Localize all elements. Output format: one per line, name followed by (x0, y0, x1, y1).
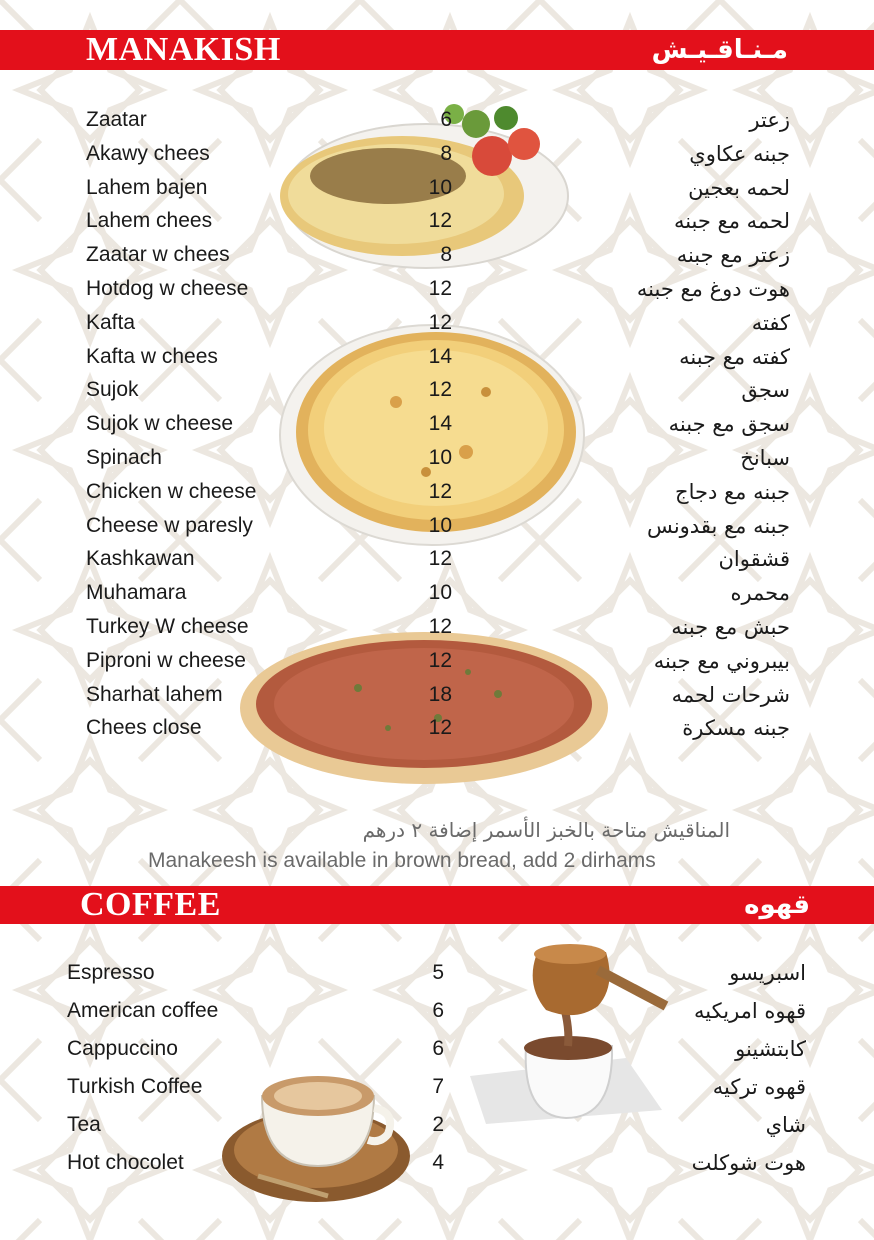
coffee-item-name-en: Tea (67, 1113, 101, 1136)
manakish-menu-item (0, 409, 874, 439)
manakish-item-name-ar: لحمه بعجين (688, 175, 790, 200)
manakish-item-price: 8 (440, 141, 452, 165)
manakish-item-name-en: Kashkawan (86, 547, 195, 571)
manakish-item-name-ar: حبش مع جبنه (671, 615, 790, 639)
manakish-item-name-en: Kafta (86, 310, 136, 334)
manakish-item-name-ar: زعتر (749, 108, 790, 132)
manakish-item-price: 14 (428, 344, 452, 368)
manakish-menu-item (0, 139, 874, 169)
coffee-item-name-ar: هوت شوكلت (691, 1151, 806, 1175)
coffee-item-name-en: Cappuccino (67, 1037, 178, 1060)
manakish-item-price: 12 (428, 615, 452, 638)
manakish-item-price: 18 (428, 682, 452, 706)
manakish-item-name-ar: جبنه مع دجاج (675, 479, 790, 504)
coffee-item-name-ar: شاي (765, 1113, 806, 1137)
coffee-item-name-en: American coffee (67, 999, 219, 1022)
manakish-item-name-en: Sujok (86, 378, 139, 402)
manakish-menu-item (0, 173, 874, 203)
coffee-item-name-en: Espresso (67, 961, 155, 984)
manakish-item-name-en: Hotdog w cheese (86, 277, 249, 300)
brown-bread-note-en: Manakeesh is available in brown bread, add 2 dirhams (148, 849, 656, 872)
manakish-menu-item (0, 375, 874, 405)
manakish-item-name-ar: سجق (741, 378, 790, 403)
manakish-banner (0, 30, 874, 70)
manakish-menu-item (0, 477, 874, 507)
manakish-item-name-en: Chicken w cheese (86, 479, 257, 503)
coffee-item-price: 4 (432, 1151, 444, 1174)
manakish-item-name-en: Sharhat lahem (86, 682, 223, 706)
manakish-item-name-en: Akawy chees (86, 141, 210, 165)
manakish-item-name-en: Chees close (86, 716, 202, 740)
coffee-item-name-ar: كابتشينو (735, 1037, 806, 1061)
manakish-item-name-ar: شرحات لحمه (671, 682, 790, 707)
manakish-item-price: 12 (428, 479, 452, 503)
coffee-menu-item (0, 1072, 874, 1102)
manakish-item-price: 12 (428, 277, 452, 300)
manakish-menu-item (0, 206, 874, 236)
manakish-item-name-en: Kafta w chees (86, 344, 218, 368)
coffee-menu-item (0, 1034, 874, 1064)
manakish-item-price: 12 (428, 648, 452, 672)
manakish-item-name-ar: بيبروني مع جبنه (653, 648, 790, 673)
manakish-item-price: 10 (428, 513, 452, 537)
manakish-item-name-ar: جبنه عكاوي (689, 141, 790, 166)
manakish-item-price: 12 (428, 716, 452, 740)
coffee-item-name-ar: قهوه تركيه (712, 1075, 806, 1099)
manakish-menu-item (0, 612, 874, 642)
coffee-item-price: 7 (432, 1075, 444, 1098)
manakish-item-name-en: Spinach (86, 446, 162, 469)
manakish-item-price: 10 (428, 175, 452, 199)
manakish-item-name-en: Lahem chees (86, 209, 213, 233)
coffee-menu-item (0, 996, 874, 1026)
coffee-banner (0, 886, 874, 924)
manakish-menu-item (0, 578, 874, 608)
manakish-menu-item (0, 443, 874, 473)
coffee-item-price: 6 (432, 999, 444, 1022)
manakish-item-name-ar: سجق مع جبنه (668, 412, 790, 437)
coffee-title-ar: قهوه (744, 890, 810, 920)
manakish-menu-item (0, 240, 874, 270)
manakish-item-name-en: Lahem bajen (86, 175, 208, 199)
manakish-menu-item (0, 308, 874, 338)
coffee-item-name-en: Hot chocolet (67, 1151, 184, 1174)
manakish-title-en: MANAKISH (86, 31, 281, 68)
manakish-item-name-ar: لحمه مع جبنه (673, 209, 790, 234)
coffee-menu-item (0, 958, 874, 988)
coffee-title-en: COFFEE (80, 886, 221, 923)
manakish-item-name-ar: كفته مع جبنه (679, 344, 790, 369)
manakish-menu-item (0, 544, 874, 574)
manakish-item-name-ar: محمره (730, 581, 790, 606)
manakish-menu-item (0, 274, 874, 304)
manakish-item-name-ar: قشقوان (718, 547, 790, 572)
coffee-menu-item (0, 1148, 874, 1178)
coffee-menu-item (0, 1110, 874, 1140)
coffee-item-name-ar: قهوه امريكيه (694, 999, 806, 1023)
manakish-item-name-en: Pipronі w cheese (86, 648, 246, 672)
manakish-menu-item (0, 342, 874, 372)
manakish-item-name-en: Muhamara (86, 581, 187, 605)
manakish-item-name-ar: كفته (751, 310, 790, 335)
manakish-item-price: 8 (440, 243, 452, 267)
manakish-item-price: 12 (428, 310, 452, 334)
manakish-item-name-ar: جبنه مسكرة (682, 716, 790, 741)
manakish-item-price: 6 (440, 108, 452, 131)
manakish-item-name-en: Turkey W cheese (86, 615, 249, 638)
coffee-item-price: 5 (432, 961, 444, 984)
coffee-item-price: 2 (432, 1113, 444, 1136)
manakish-menu-item (0, 646, 874, 676)
manakish-menu-item (0, 713, 874, 743)
manakish-item-name-ar: زعتر مع جبنه (676, 243, 790, 268)
manakish-menu-item (0, 105, 874, 135)
manakish-item-name-ar: جبنه مع بقدونس (647, 513, 790, 538)
manakish-item-name-ar: سبانخ (740, 446, 790, 470)
manakish-item-name-ar: هوت دوغ مع جبنه (636, 277, 790, 301)
manakish-item-name-en: Zaatar w chees (86, 243, 230, 267)
manakish-title-ar: مـنـاقـيـش (651, 35, 788, 65)
brown-bread-note-ar: المناقيش متاحة بالخبز الأسمر إضافة ٢ درهم (362, 818, 730, 842)
coffee-item-price: 6 (432, 1037, 444, 1060)
coffee-item-name-en: Turkish Coffee (67, 1075, 203, 1098)
manakish-item-price: 12 (428, 209, 452, 233)
manakish-item-name-en: Sujok w cheese (86, 412, 234, 436)
manakish-item-name-en: Cheese w paresly (86, 513, 253, 537)
manakish-menu-item (0, 511, 874, 541)
manakish-item-price: 10 (428, 446, 452, 469)
manakish-menu-item (0, 680, 874, 710)
coffee-item-name-ar: اسبريسو (729, 961, 806, 985)
manakish-item-name-en: Zaatar (86, 108, 147, 131)
manakish-item-price: 12 (428, 378, 452, 402)
manakish-item-price: 10 (428, 581, 452, 605)
manakish-item-price: 12 (428, 547, 452, 571)
manakish-item-price: 14 (428, 412, 452, 436)
